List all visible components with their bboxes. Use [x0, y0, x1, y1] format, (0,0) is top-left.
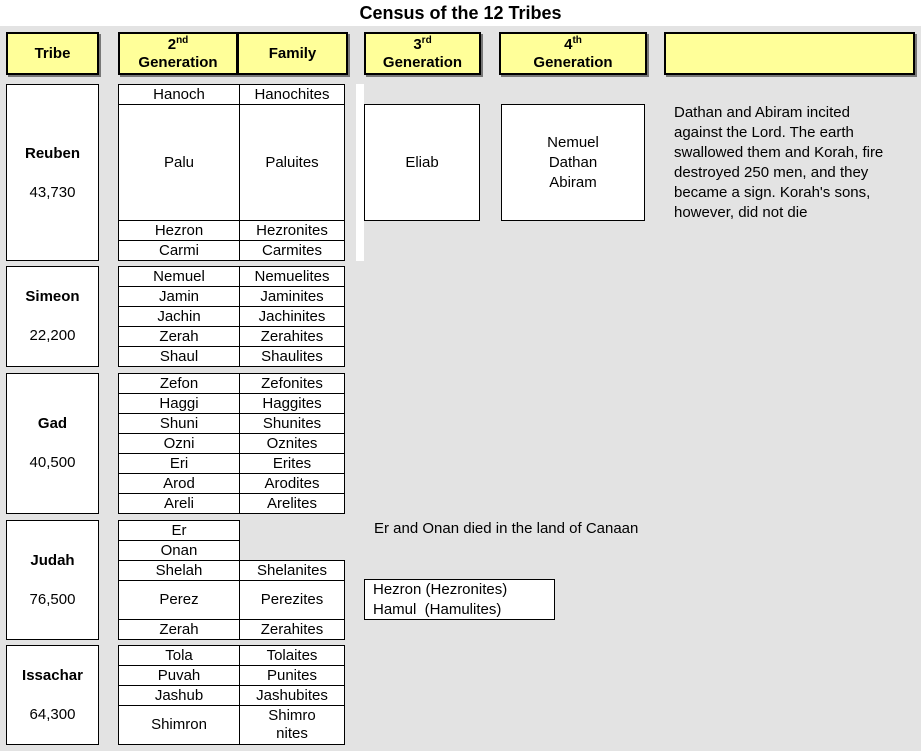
table-cell-family: Paluites	[239, 104, 345, 221]
tribe-count: 40,500	[29, 454, 76, 471]
table-cell-gen2: Carmi	[118, 240, 240, 261]
tribe-count: 76,500	[29, 591, 76, 608]
tribe-card-gad	[6, 373, 99, 514]
table-cell-gen2: Puvah	[118, 665, 240, 686]
table-cell-family: Nemuelites	[239, 266, 345, 287]
gen4-name: Dathan	[548, 153, 598, 171]
table-cell-gen2: Shelah	[118, 560, 240, 581]
table-cell-gen2: Haggi	[118, 393, 240, 414]
table-cell-family: Zefonites	[239, 373, 345, 394]
gen3-box-eliab: Eliab	[364, 104, 480, 221]
header-gen4-line2: Generation	[533, 53, 613, 71]
table-cell-family: Shunites	[239, 413, 345, 434]
header-notes	[664, 32, 915, 75]
tribe-name: Gad	[37, 415, 68, 432]
header-gen3	[364, 32, 481, 75]
table-cell-gen2: Onan	[118, 540, 240, 561]
tribe-count: 22,200	[29, 327, 76, 344]
table-cell-gen2: Zerah	[118, 619, 240, 640]
table-cell-family: Hezronites	[239, 220, 345, 241]
header-family-label: Family	[268, 44, 317, 62]
header-family	[237, 32, 348, 75]
table-cell-family: Punites	[239, 665, 345, 686]
table-cell-family: Shaulites	[239, 346, 345, 367]
header-gen4-line1: 4th	[564, 34, 582, 53]
gen4-name: Nemuel	[547, 133, 599, 151]
table-cell-family: Hanochites	[239, 84, 345, 105]
table-cell-gen2: Zefon	[118, 373, 240, 394]
tribe-name: Issachar	[22, 667, 83, 684]
reuben-note: Dathan and Abiram incited against the Lord. The earth swallowed them and Korah, fire destroyed 250 men, and they became a sign. Korah's sons, however, did not die	[674, 104, 884, 221]
gen4-box-reuben	[501, 104, 645, 221]
table-cell-family: Jaminites	[239, 286, 345, 307]
table-cell-family: Zerahites	[239, 619, 345, 640]
reuben-background	[356, 84, 364, 261]
table-cell-gen2: Shuni	[118, 413, 240, 434]
gen3-box-judah	[364, 579, 555, 620]
table-cell-gen2: Tola	[118, 645, 240, 666]
table-cell-gen2: Jamin	[118, 286, 240, 307]
header-gen3-line2: Generation	[382, 53, 463, 71]
table-cell-family: Perezites	[239, 580, 345, 620]
table-cell-family: Oznites	[239, 433, 345, 454]
table-cell-family: Shelanites	[239, 560, 345, 581]
tribe-name: Judah	[30, 552, 75, 569]
header-gen4	[499, 32, 647, 75]
header-gen2	[118, 32, 238, 75]
table-cell-family: Erites	[239, 453, 345, 474]
header-gen2-line1: 2nd	[167, 34, 189, 53]
table-cell-family: Arelites	[239, 493, 345, 514]
table-cell-gen2: Areli	[118, 493, 240, 514]
table-cell-gen2: Arod	[118, 473, 240, 494]
gen3-line: Hezron (Hezronites)	[373, 581, 508, 598]
tribe-card-simeon	[6, 266, 99, 367]
tribe-name: Simeon	[25, 288, 80, 305]
table-cell-gen2: Ozni	[118, 433, 240, 454]
table-cell-gen2: Perez	[118, 580, 240, 620]
tribe-count: 64,300	[29, 706, 76, 723]
table-cell-family: Jashubites	[239, 685, 345, 706]
table-cell-family: Jachinites	[239, 306, 345, 327]
tribe-card-issachar	[6, 645, 99, 745]
table-cell-gen2: Hezron	[118, 220, 240, 241]
table-cell-gen2: Zerah	[118, 326, 240, 347]
header-tribe	[6, 32, 99, 75]
table-cell-gen2: Eri	[118, 453, 240, 474]
table-cell-gen2: Er	[118, 520, 240, 541]
table-cell-family: Shimro nites	[239, 705, 345, 745]
gen4-name: Abiram	[549, 173, 597, 191]
tribe-name: Reuben	[24, 145, 80, 162]
header-gen3-line1: 3rd	[413, 34, 432, 53]
table-cell-gen2: Palu	[118, 104, 240, 221]
tribe-card-judah	[6, 520, 99, 640]
table-cell-family: Zerahites	[239, 326, 345, 347]
table-cell-gen2: Hanoch	[118, 84, 240, 105]
header-tribe-label: Tribe	[34, 44, 71, 62]
table-cell-gen2: Shaul	[118, 346, 240, 367]
table-cell-family: Tolaites	[239, 645, 345, 666]
table-cell-family: Haggites	[239, 393, 345, 414]
page-title: Census of the 12 Tribes	[359, 3, 562, 23]
header-gen2-line2: Generation	[138, 53, 218, 71]
table-cell-family: Carmites	[239, 240, 345, 261]
tribe-card-reuben	[6, 84, 99, 261]
table-cell-gen2: Jachin	[118, 306, 240, 327]
tribe-count: 43,730	[29, 184, 76, 201]
table-cell-gen2: Nemuel	[118, 266, 240, 287]
gen3-line: Hamul (Hamulites)	[373, 601, 502, 618]
table-cell-gen2: Jashub	[118, 685, 240, 706]
table-cell-gen2: Shimron	[118, 705, 240, 745]
judah-note: Er and Onan died in the land of Canaan	[374, 520, 639, 537]
table-cell-family: Arodites	[239, 473, 345, 494]
